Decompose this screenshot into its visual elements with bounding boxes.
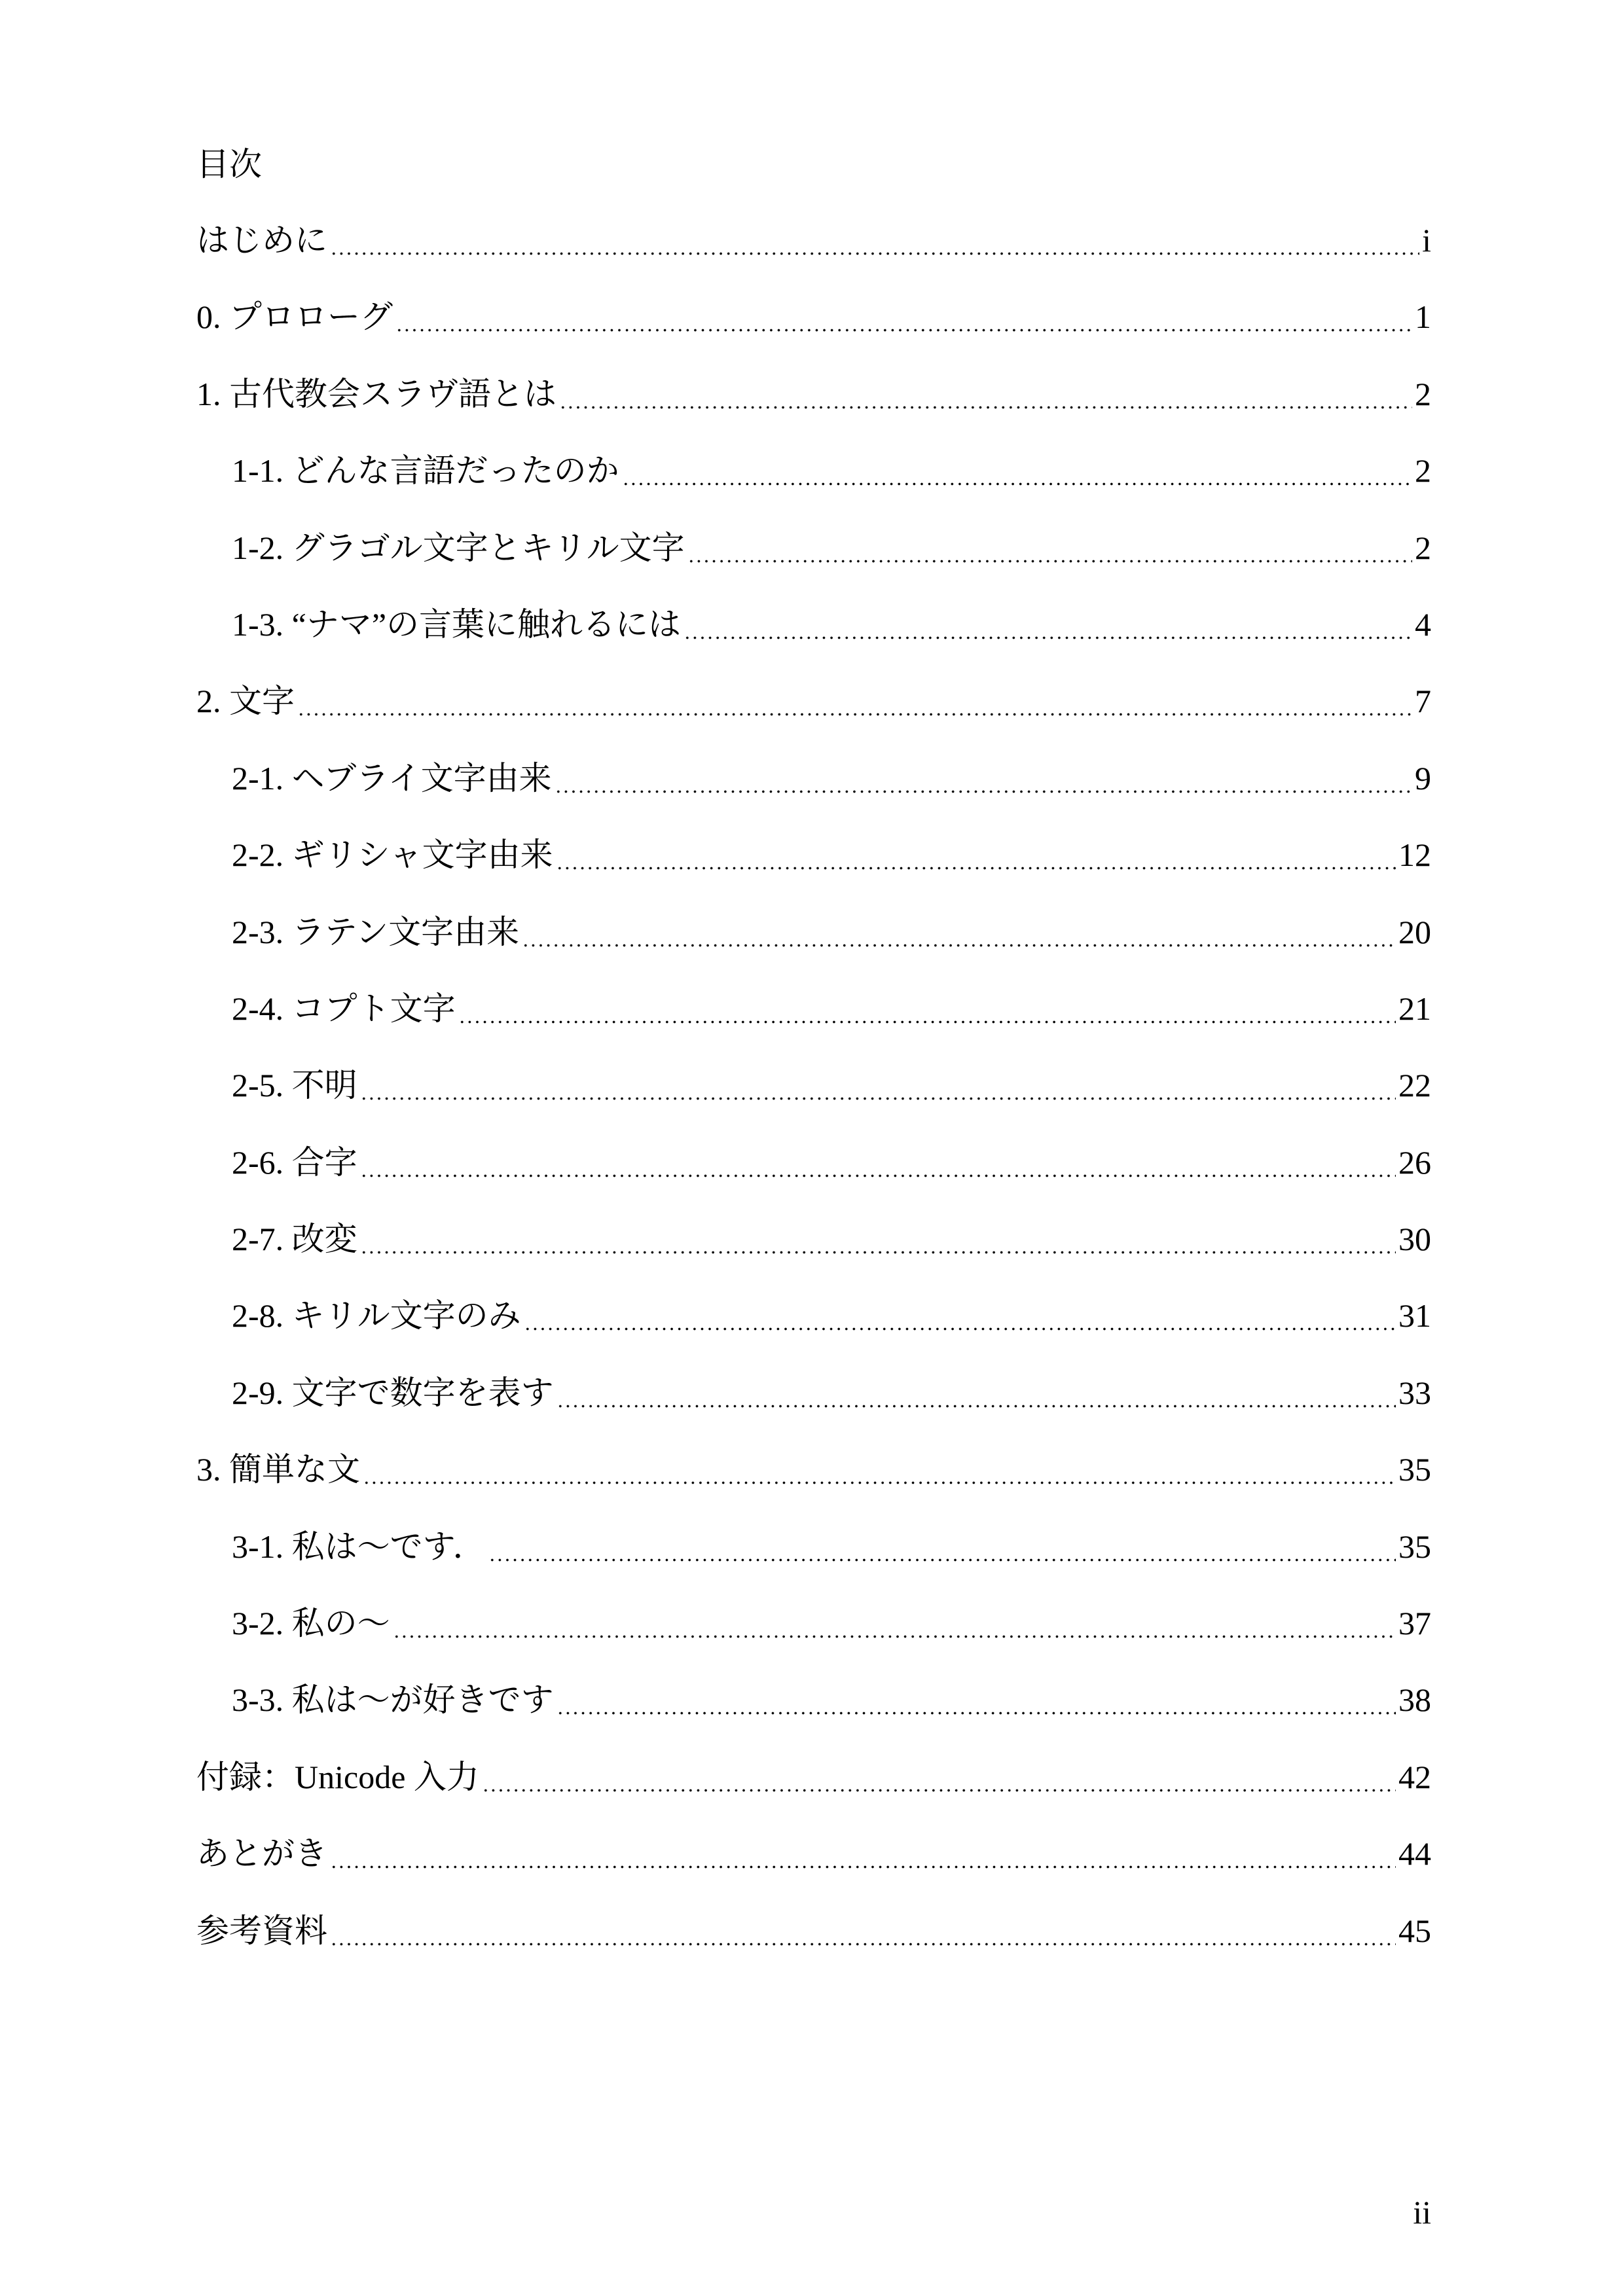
dot-leader: [556, 1670, 1396, 1729]
toc-entry-page: 35: [1398, 1451, 1431, 1488]
toc-entry-page: 2: [1415, 375, 1431, 412]
dot-leader: [330, 1824, 1396, 1883]
toc-entry-page: 44: [1398, 1835, 1431, 1873]
toc-entry-label: 2-2. ギリシャ文字由来: [232, 836, 553, 874]
toc-entry-page: 38: [1398, 1681, 1431, 1719]
toc-entry-label: 参考資料: [196, 1912, 327, 1949]
toc-entry-label: 3. 簡単な文: [196, 1451, 360, 1488]
dot-leader: [360, 1056, 1396, 1115]
toc-entry-row: [232, 1670, 1431, 1729]
toc-entry[interactable]: [0, 441, 1623, 518]
toc-entry-label: 2. 文字: [196, 683, 295, 720]
toc-entry-row: [232, 1363, 1431, 1422]
toc-entry[interactable]: [0, 1824, 1623, 1901]
dot-leader: [395, 287, 1412, 346]
dot-leader: [482, 1748, 1396, 1806]
dot-leader: [488, 1517, 1396, 1576]
dot-leader: [622, 441, 1412, 500]
toc-entry-row: [196, 672, 1431, 730]
toc-entry[interactable]: [0, 1517, 1623, 1594]
toc-entry-page: 26: [1398, 1143, 1431, 1181]
toc-entry-label: あとがき: [196, 1835, 327, 1873]
toc-entry[interactable]: [0, 211, 1623, 287]
toc-entry[interactable]: [0, 1901, 1623, 1978]
toc-entry-label: 3-3. 私は～が好きです: [232, 1681, 554, 1719]
toc-entry-row: [196, 287, 1431, 346]
toc-entry[interactable]: [0, 1440, 1623, 1516]
dot-leader: [684, 595, 1412, 654]
toc-entry-page: 22: [1398, 1067, 1431, 1104]
dot-leader: [360, 1210, 1396, 1268]
toc-entry-label: 2-5. 不明: [232, 1067, 357, 1104]
toc-entry-page: 7: [1415, 683, 1431, 720]
toc-entry-label: 1-1. どんな言語だったのか: [232, 452, 619, 490]
toc-entry-page: 20: [1398, 913, 1431, 950]
toc-entry-row: [232, 441, 1431, 500]
toc-entry-page: 45: [1398, 1912, 1431, 1949]
toc-entry-page: 33: [1398, 1374, 1431, 1411]
dot-leader: [330, 211, 1419, 270]
dot-leader: [458, 979, 1396, 1038]
toc-entry-page: 2: [1415, 529, 1431, 566]
toc-entry-row: [196, 211, 1431, 270]
toc-entry-page: 2: [1415, 452, 1431, 490]
toc-entry-label: 2-1. ヘブライ文字由来: [232, 759, 552, 797]
toc-entry-label: 付録：Unicode 入力: [196, 1758, 479, 1795]
toc-entry-row: [232, 1133, 1431, 1192]
toc-entry-page: 35: [1398, 1528, 1431, 1565]
toc-entry-row: [196, 365, 1431, 423]
toc-entry-page: 12: [1398, 836, 1431, 874]
toc-entry-page: 37: [1398, 1605, 1431, 1642]
toc-entry-label: 0. プロローグ: [196, 298, 393, 336]
toc-entry[interactable]: [0, 1670, 1623, 1747]
toc-entry-row: [196, 1824, 1431, 1883]
dot-leader: [524, 1286, 1396, 1345]
toc-entry[interactable]: [0, 749, 1623, 825]
toc-entry[interactable]: [0, 672, 1623, 748]
toc-entry-label: 2-6. 合字: [232, 1143, 357, 1181]
toc-entry-row: [232, 1517, 1431, 1576]
toc-entry[interactable]: [0, 1056, 1623, 1132]
toc-entry-row: [232, 903, 1431, 961]
table-of-contents: [0, 211, 1623, 1978]
toc-entry-row: [232, 1286, 1431, 1345]
dot-leader: [297, 672, 1412, 730]
toc-entry[interactable]: [0, 595, 1623, 672]
toc-entry-page: 1: [1415, 298, 1431, 336]
toc-entry[interactable]: [0, 825, 1623, 902]
toc-entry-label: 2-3. ラテン文字由来: [232, 913, 520, 950]
toc-entry[interactable]: [0, 1363, 1623, 1440]
toc-entry-row: [232, 825, 1431, 884]
dot-leader: [687, 518, 1412, 577]
dot-leader: [363, 1440, 1396, 1499]
toc-entry-page: 21: [1398, 990, 1431, 1027]
toc-entry-label: 1-3. “ナマ”の言葉に触れるには: [232, 605, 682, 643]
toc-entry-page: 4: [1415, 605, 1431, 643]
page-number: ii: [1413, 2194, 1431, 2231]
toc-entry-page: i: [1422, 222, 1431, 259]
toc-entry-label: 2-9. 文字で数字を表す: [232, 1374, 554, 1411]
toc-entry-row: [232, 595, 1431, 654]
toc-entry[interactable]: [0, 1210, 1623, 1286]
dot-leader: [330, 1901, 1396, 1960]
toc-entry-row: [232, 979, 1431, 1038]
toc-entry-row: [232, 749, 1431, 808]
toc-entry-page: 31: [1398, 1297, 1431, 1335]
toc-entry[interactable]: [0, 365, 1623, 441]
dot-leader: [393, 1594, 1396, 1653]
toc-entry[interactable]: [0, 979, 1623, 1056]
dot-leader: [522, 903, 1396, 961]
toc-entry[interactable]: [0, 287, 1623, 364]
toc-entry-row: [232, 1056, 1431, 1115]
toc-entry[interactable]: [0, 1748, 1623, 1824]
dot-leader: [360, 1133, 1396, 1192]
toc-entry-page: 30: [1398, 1221, 1431, 1258]
toc-entry[interactable]: [0, 1286, 1623, 1363]
toc-entry-label: はじめに: [196, 222, 327, 259]
toc-entry-label: 3-2. 私の～: [232, 1605, 390, 1642]
toc-entry[interactable]: [0, 903, 1623, 979]
dot-leader: [555, 749, 1412, 808]
toc-entry-row: [232, 1594, 1431, 1653]
toc-entry[interactable]: [0, 518, 1623, 595]
toc-entry-row: [196, 1901, 1431, 1960]
toc-entry-label: 2-8. キリル文字のみ: [232, 1297, 521, 1335]
toc-entry-row: [232, 1210, 1431, 1268]
toc-entry-page: 9: [1415, 759, 1431, 797]
toc-entry-label: 2-4. コプト文字: [232, 990, 456, 1027]
toc-entry-label: 2-7. 改変: [232, 1221, 357, 1258]
toc-entry-row: [232, 518, 1431, 577]
toc-entry-label: 1-2. グラゴル文字とキリル文字: [232, 529, 685, 566]
dot-leader: [559, 365, 1412, 423]
toc-title: 目次: [196, 146, 262, 183]
toc-entry[interactable]: [0, 1133, 1623, 1210]
toc-entry-label: 1. 古代教会スラヴ語とは: [196, 375, 556, 412]
toc-entry[interactable]: [0, 1594, 1623, 1670]
dot-leader: [556, 825, 1396, 884]
toc-entry-page: 42: [1398, 1758, 1431, 1795]
toc-entry-label: 3-1. 私は～です．: [232, 1528, 486, 1565]
toc-entry-row: [196, 1748, 1431, 1806]
toc-entry-row: [196, 1440, 1431, 1499]
dot-leader: [556, 1363, 1396, 1422]
